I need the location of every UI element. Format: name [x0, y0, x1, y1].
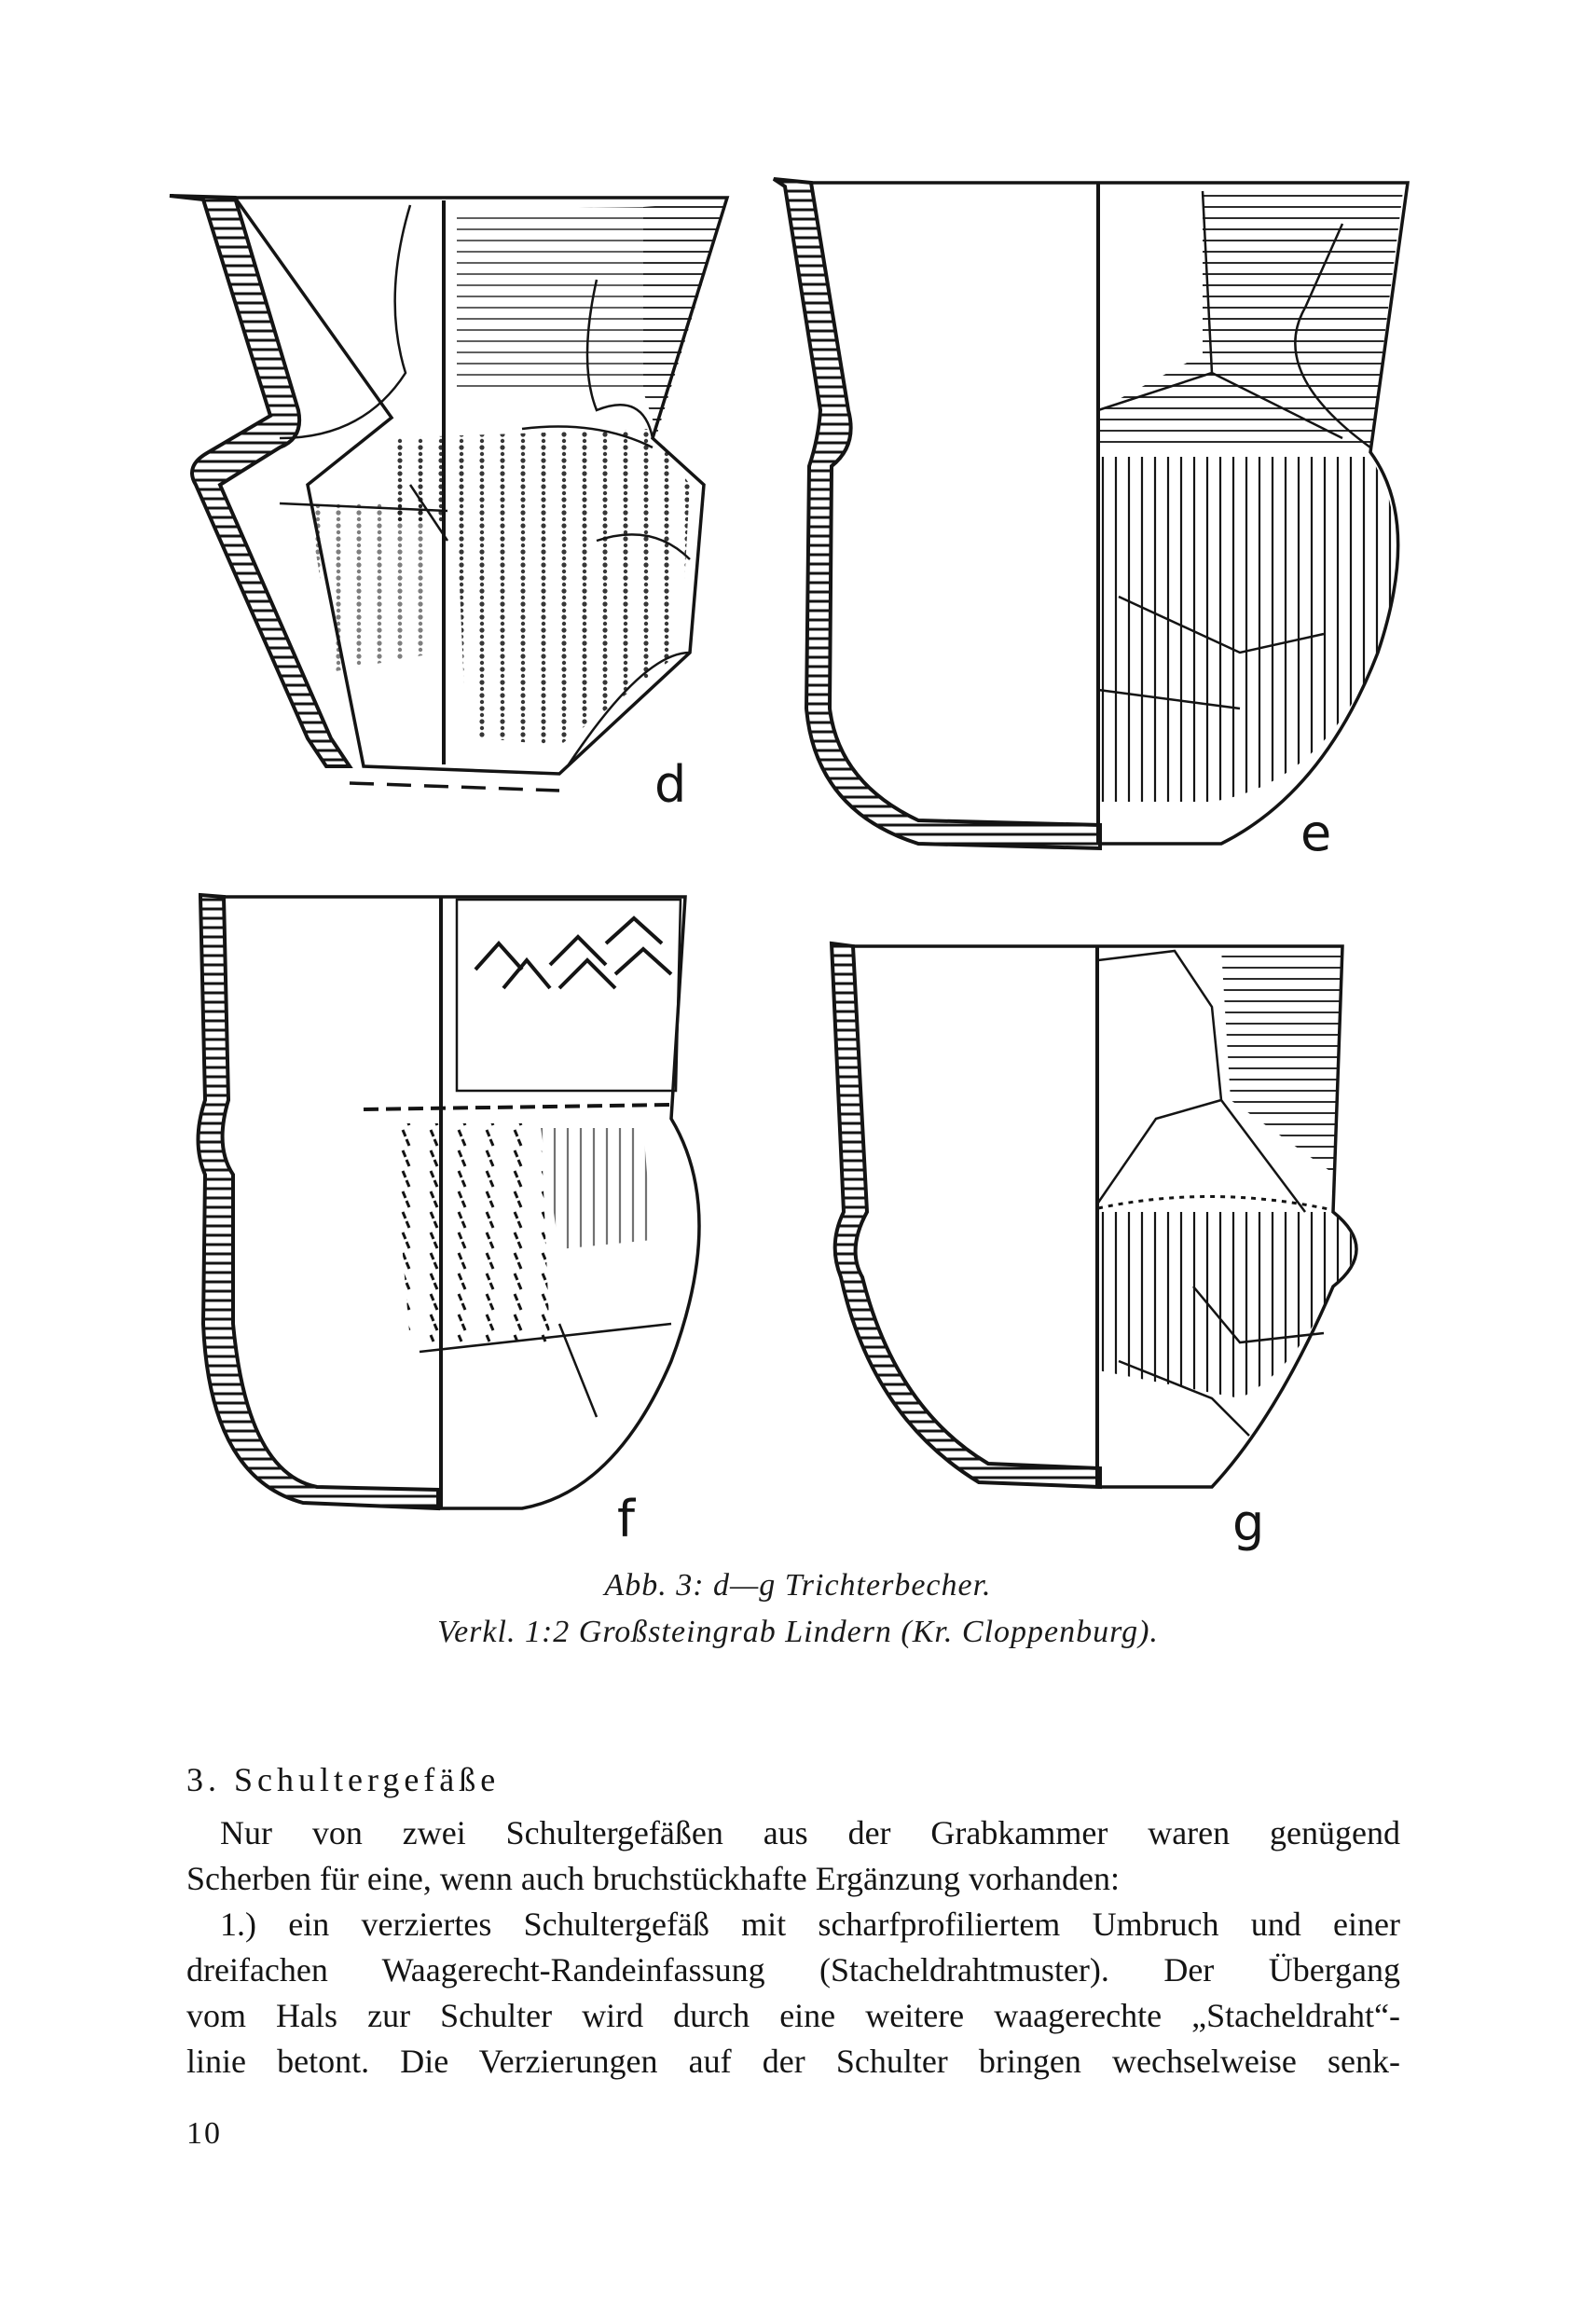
vessel-g-profile — [832, 943, 1100, 1487]
page-number: 10 — [186, 2116, 222, 2151]
body-line: dreifachen Waagerecht-Randeinfassung (Stacheldrahtmuster). Der Übergang — [186, 1951, 1400, 1989]
vessel-g — [832, 943, 1356, 1552]
vessel-f-zigzag — [475, 918, 671, 988]
body-text — [186, 1810, 1400, 2085]
vessel-d-dashed-base — [350, 783, 559, 791]
figure-caption-line-1: Abb. 3: d—g Trichterbecher. — [604, 1568, 992, 1603]
vessel-e — [774, 179, 1408, 862]
vessel-d — [170, 196, 727, 814]
vessel-label-f: f — [617, 1490, 636, 1548]
vessel-d-profile — [170, 196, 350, 766]
figure-caption-line-2: Verkl. 1:2 Großsteingrab Lindern (Kr. Cloppenburg). — [437, 1615, 1159, 1649]
vessel-label-d: d — [654, 755, 687, 814]
body-line: linie betont. Die Verzierungen auf der Schulter bringen wechselweise senk- — [186, 2043, 1400, 2080]
body-line: Scherben für eine, wenn auch bruchstückhafte Ergänzung vorhanden: — [186, 1860, 1120, 1897]
vessel-label-e: e — [1300, 804, 1332, 862]
body-line: 1.) ein verziertes Schultergefäß mit scharfprofiliertem Umbruch und einer — [220, 1906, 1400, 1943]
vessel-label-g: g — [1232, 1493, 1265, 1552]
vessel-e-profile — [774, 179, 1100, 848]
vessel-f — [199, 895, 700, 1548]
section-heading: 3. Schultergefäße — [186, 1761, 501, 1798]
body-line: vom Hals zur Schulter wird durch eine weitere waagerechte „Stacheldraht“- — [186, 1997, 1400, 2034]
body-line: Nur von zwei Schultergefäßen aus der Grabkammer waren genügend — [220, 1814, 1400, 1851]
